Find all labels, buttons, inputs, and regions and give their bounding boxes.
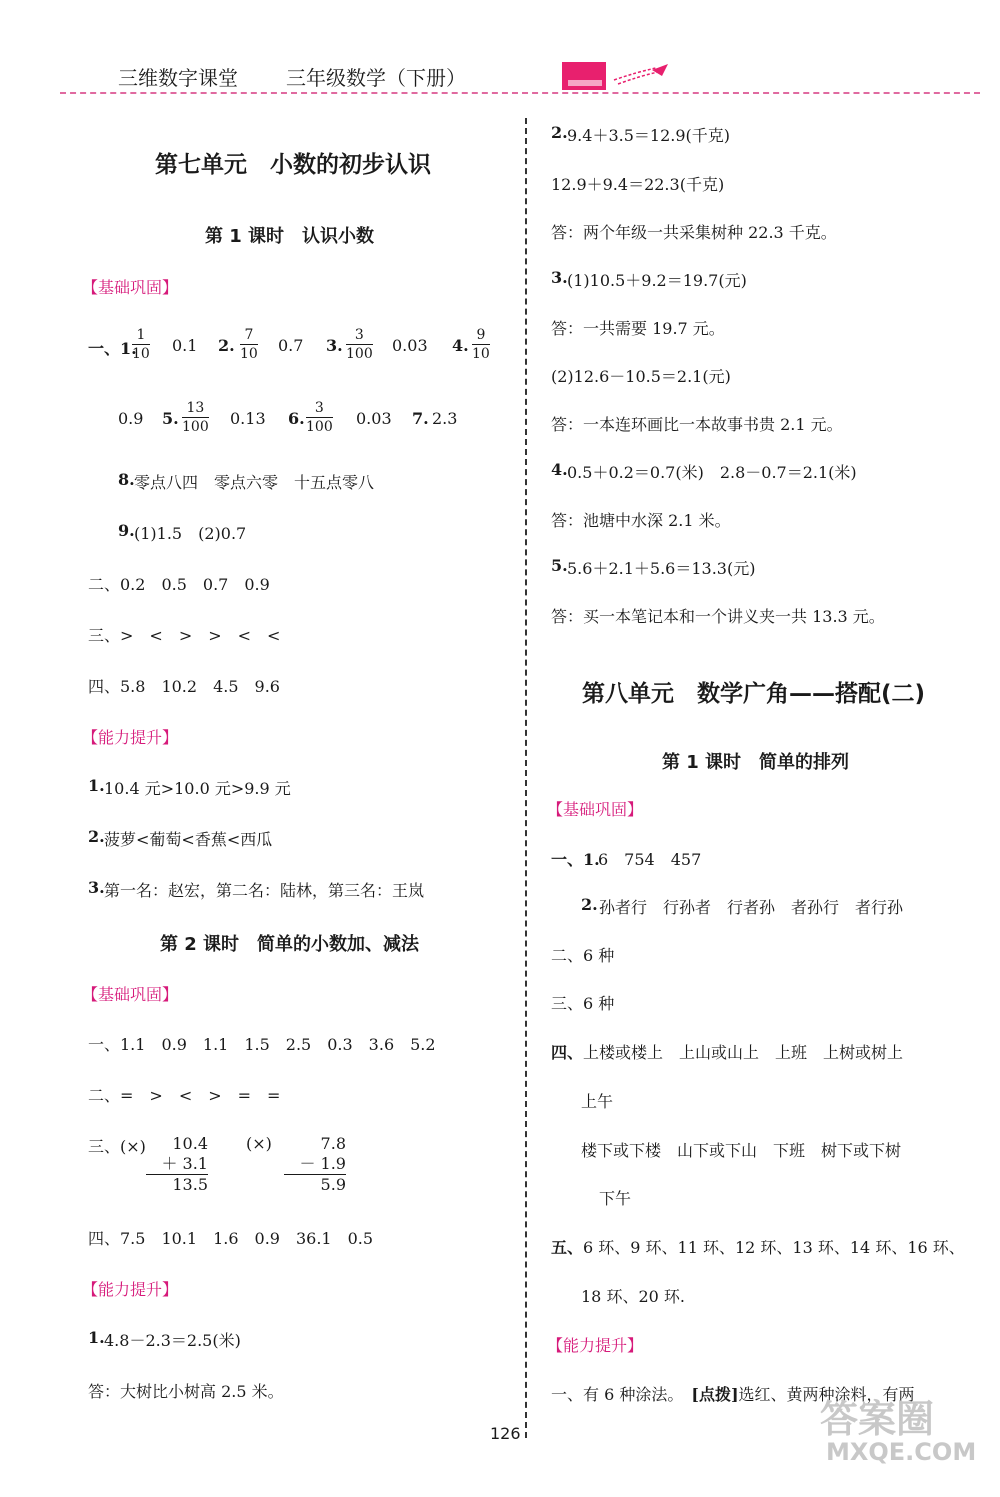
answer-text: 答：买一本笔记本和一个讲义夹一共 13.3 元。 xyxy=(551,607,885,626)
answer-text: 9.4＋3.5＝12.9(千克) xyxy=(567,126,731,145)
answer-line: 二、0.2 0.5 0.7 0.9 xyxy=(88,575,270,594)
tag-basic: 【基础巩固】 xyxy=(82,985,179,1004)
answer-text: 0.5＋0.2＝0.7(米) 2.8－0.7＝2.1(米) xyxy=(567,463,857,482)
answer-text: 三、(×) xyxy=(88,1137,146,1156)
answer-line: 三、6 种 xyxy=(551,994,615,1013)
answer-text: (2)12.6－10.5＝2.1(元) xyxy=(551,367,731,386)
question-number: 2. xyxy=(218,336,235,355)
answer-value: 0.03 xyxy=(392,336,428,355)
answer-text: 10.4 元>10.0 元>9.9 元 xyxy=(104,779,291,798)
question-number: 四、 xyxy=(551,1043,584,1062)
answer-value: 0.7 xyxy=(278,336,304,355)
answer-text: (1)10.5＋9.2＝19.7(元) xyxy=(567,271,747,290)
answer-value: 0.9 xyxy=(118,409,144,428)
answer-value: 0.1 xyxy=(172,336,198,355)
answer-value: 0.13 xyxy=(230,409,266,428)
tag-ability: 【能力提升】 xyxy=(82,728,179,747)
answer-text: 6 754 457 xyxy=(598,850,702,869)
answer-text: 答：大树比小树高 2.5 米。 xyxy=(88,1382,284,1401)
book-logo xyxy=(562,62,606,90)
rocket-icon xyxy=(612,60,672,88)
question-number: 4. xyxy=(452,336,469,355)
watermark-url: MXQE.COM xyxy=(826,1438,977,1466)
question-number: 5. xyxy=(162,409,179,428)
answer-text: 孙者行 行孙者 行者孙 者孙行 者行孙 xyxy=(599,898,904,917)
answer-line: 四、7.5 10.1 1.6 0.9 36.1 0.5 xyxy=(88,1229,374,1248)
fraction: $\frac{7}{10}$ xyxy=(240,327,258,362)
u8-lesson1-title: 第 1 课时 简单的排列 xyxy=(662,752,850,773)
tag-basic: 【基础巩固】 xyxy=(547,800,644,819)
unit8-title: 第八单元 数学广角——搭配(二) xyxy=(582,681,926,707)
question-number: 3. xyxy=(551,268,568,287)
fraction: $\frac{9}{10}$ xyxy=(472,327,490,362)
question-number: 1. xyxy=(88,1328,105,1347)
answer-text: 一、有 6 种涂法。 [点拨]选红、黄两种涂料，有两 xyxy=(551,1385,915,1404)
answer-text: 答：一本连环画比一本故事书贵 2.1 元。 xyxy=(551,415,843,434)
question-number: 3. xyxy=(88,878,105,897)
answer-line: 一、1.1 0.9 1.1 1.5 2.5 0.3 3.6 5.2 xyxy=(88,1035,436,1054)
answer-value: 2.3 xyxy=(432,409,458,428)
fraction: $\frac{3}{100}$ xyxy=(346,327,373,362)
book-title: 三维数字课堂 xyxy=(118,66,238,90)
answer-line: 四、5.8 10.2 4.5 9.6 xyxy=(88,677,280,696)
question-number: 4. xyxy=(551,460,568,479)
question-number: 8. xyxy=(118,470,135,489)
answer-text: 答：一共需要 19.7 元。 xyxy=(551,319,725,338)
answer-text: 6 环、9 环、11 环、12 环、13 环、14 环、16 环、 xyxy=(583,1238,965,1257)
fraction: $\frac{3}{100}$ xyxy=(306,400,333,435)
answer-line: 二、= > < > = = xyxy=(88,1086,281,1105)
answer-line: 二、6 种 xyxy=(551,946,615,965)
question-number: 1. xyxy=(88,776,105,795)
question-number: 2. xyxy=(551,123,568,142)
answer-text: 菠萝<葡萄<香蕉<西瓜 xyxy=(104,830,273,849)
answer-text: (1)1.5 (2)0.7 xyxy=(134,524,247,543)
lesson2-title: 第 2 课时 简单的小数加、减法 xyxy=(160,934,420,955)
question-number: 五、 xyxy=(551,1238,584,1257)
page-number: 126 xyxy=(490,1424,521,1443)
answer-line: 三、> < > > < < xyxy=(88,626,281,645)
answer-text: 第一名：赵宏，第二名：陆林，第三名：王岚 xyxy=(104,881,425,900)
watermark-logo: 答案圈 xyxy=(820,1397,935,1441)
answer-text: 零点八四 零点六零 十五点零八 xyxy=(134,473,375,492)
tag-basic: 【基础巩固】 xyxy=(82,278,179,297)
lesson1-title: 第 1 课时 认识小数 xyxy=(205,226,375,247)
hint-label: [点拨] xyxy=(691,1385,739,1404)
question-number: 2. xyxy=(581,895,598,914)
question-number: 9. xyxy=(118,521,135,540)
question-number: 2. xyxy=(88,827,105,846)
answer-text: 12.9＋9.4＝22.3(千克) xyxy=(551,175,725,194)
answer-text: 楼下或下楼 山下或下山 下班 树下或下树 xyxy=(581,1141,902,1160)
question-number: 一、1. xyxy=(551,850,600,869)
question-number: 5. xyxy=(551,556,568,575)
answer-text: 5.6＋2.1＋5.6＝13.3(元) xyxy=(567,559,756,578)
header-divider xyxy=(60,92,980,94)
q1-prefix: 一、1. xyxy=(88,339,137,358)
tag-ability: 【能力提升】 xyxy=(547,1336,644,1355)
vertical-calculation: 10.4 ＋ 3.1 13.5 xyxy=(146,1134,208,1195)
question-number: 6. xyxy=(288,409,305,428)
answer-text: 4.8－2.3＝2.5(米) xyxy=(104,1331,241,1350)
answer-text: 上午 xyxy=(581,1092,614,1111)
unit7-title: 第七单元 小数的初步认识 xyxy=(155,152,431,178)
answer-text: 答：池塘中水深 2.1 米。 xyxy=(551,511,731,530)
vertical-calculation: 7.8 － 1.9 5.9 xyxy=(284,1134,346,1195)
answer-text: (×) xyxy=(246,1134,272,1153)
column-divider xyxy=(525,118,527,1438)
answer-text: 上楼或楼上 上山或山上 上班 上树或树上 xyxy=(583,1043,904,1062)
answer-text: 18 环、20 环. xyxy=(581,1287,685,1306)
fraction: $\frac{1}{10}$ xyxy=(132,327,150,362)
tag-ability: 【能力提升】 xyxy=(82,1280,179,1299)
fraction: $\frac{13}{100}$ xyxy=(182,400,209,435)
question-number: 3. xyxy=(326,336,343,355)
subject-title: 三年级数学（下册） xyxy=(286,66,466,90)
answer-text: 下午 xyxy=(599,1189,632,1208)
answer-value: 0.03 xyxy=(356,409,392,428)
answer-text: 答：两个年级一共采集树种 22.3 千克。 xyxy=(551,223,837,242)
question-number: 7. xyxy=(412,409,429,428)
